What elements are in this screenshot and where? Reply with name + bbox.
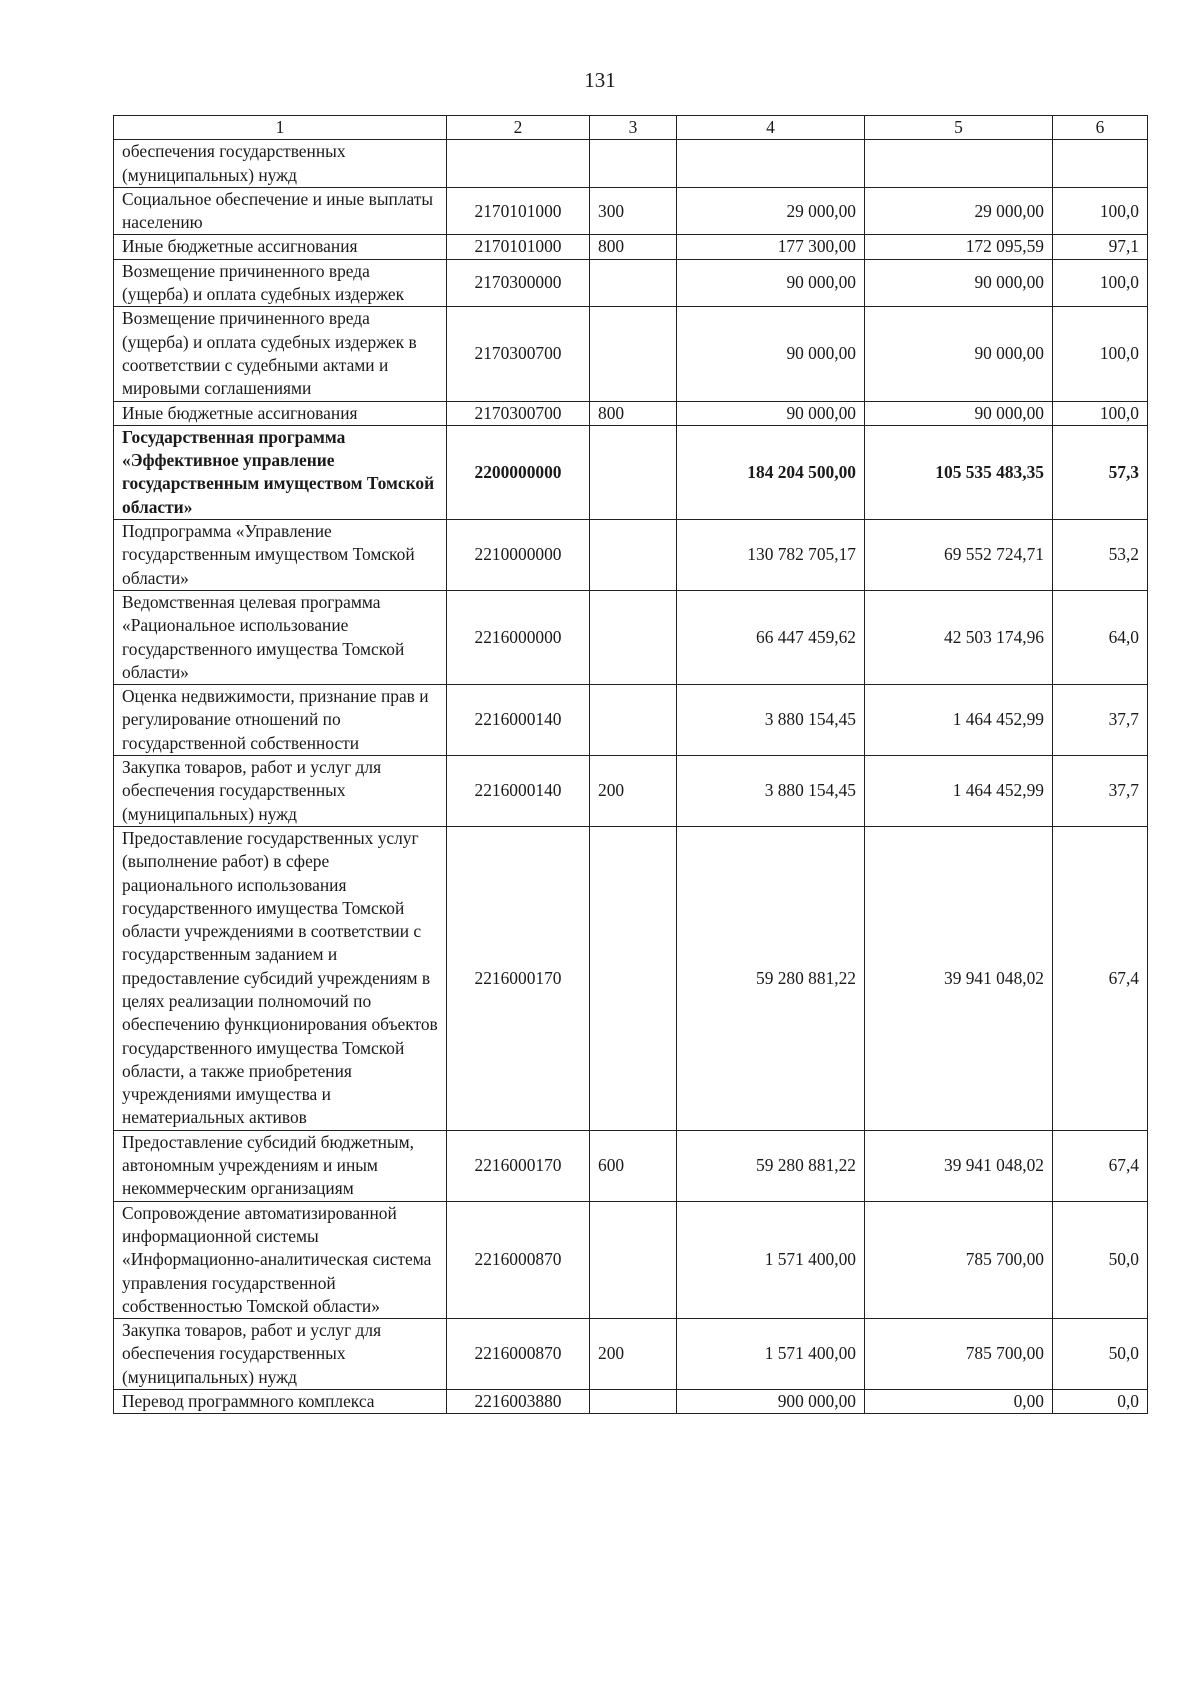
row-code: 2216000170 bbox=[447, 826, 590, 1130]
row-name: Закупка товаров, работ и услуг для обеспечения государственных (муниципальных) нужд bbox=[114, 1319, 447, 1390]
row-plan: 177 300,00 bbox=[677, 235, 865, 259]
table-row bbox=[114, 187, 1148, 235]
row-expense-type: 200 bbox=[590, 1319, 677, 1390]
row-fact: 0,00 bbox=[865, 1390, 1053, 1414]
row-plan: 90 000,00 bbox=[677, 401, 865, 425]
row-fact: 105 535 483,35 bbox=[865, 425, 1053, 519]
table-row bbox=[114, 685, 1148, 756]
row-plan: 900 000,00 bbox=[677, 1390, 865, 1414]
row-expense-type: 300 bbox=[590, 187, 677, 235]
row-plan: 1 571 400,00 bbox=[677, 1319, 865, 1390]
row-expense-type bbox=[590, 520, 677, 591]
table-row bbox=[114, 1130, 1148, 1201]
row-percent: 37,7 bbox=[1053, 756, 1148, 827]
table-row bbox=[114, 826, 1148, 1130]
row-name: Закупка товаров, работ и услуг для обеспечения государственных (муниципальных) нужд bbox=[114, 756, 447, 827]
row-fact: 39 941 048,02 bbox=[865, 1130, 1053, 1201]
row-code: 2216000170 bbox=[447, 1130, 590, 1201]
header-row bbox=[114, 116, 1148, 140]
row-name: Сопровождение автоматизированной информационной системы «Информационно-аналитическая система управления государственной собственностью Томской области» bbox=[114, 1201, 447, 1318]
row-code: 2170300700 bbox=[447, 401, 590, 425]
row-fact: 1 464 452,99 bbox=[865, 685, 1053, 756]
row-plan: 130 782 705,17 bbox=[677, 520, 865, 591]
table-row bbox=[114, 590, 1148, 684]
row-plan: 3 880 154,45 bbox=[677, 685, 865, 756]
row-percent: 97,1 bbox=[1053, 235, 1148, 259]
row-name: Ведомственная целевая программа «Рациональное использование государственного имущества Томской области» bbox=[114, 590, 447, 684]
row-code: 2170101000 bbox=[447, 235, 590, 259]
row-fact: 42 503 174,96 bbox=[865, 590, 1053, 684]
row-name: Перевод программного комплекса bbox=[114, 1390, 447, 1414]
row-plan: 59 280 881,22 bbox=[677, 826, 865, 1130]
table-row bbox=[114, 1201, 1148, 1318]
row-fact: 90 000,00 bbox=[865, 259, 1053, 307]
row-fact: 90 000,00 bbox=[865, 401, 1053, 425]
row-plan: 90 000,00 bbox=[677, 259, 865, 307]
row-fact: 172 095,59 bbox=[865, 235, 1053, 259]
row-expense-type: 600 bbox=[590, 1130, 677, 1201]
row-percent: 53,2 bbox=[1053, 520, 1148, 591]
row-name: Предоставление субсидий бюджетным, автономным учреждениям и иным некоммерческим организациям bbox=[114, 1130, 447, 1201]
row-percent: 64,0 bbox=[1053, 590, 1148, 684]
row-name: Государственная программа «Эффективное управление государственным имуществом Томской области» bbox=[114, 425, 447, 519]
row-fact: 1 464 452,99 bbox=[865, 756, 1053, 827]
row-percent: 67,4 bbox=[1053, 826, 1148, 1130]
row-plan: 3 880 154,45 bbox=[677, 756, 865, 827]
row-plan: 90 000,00 bbox=[677, 307, 865, 401]
row-code: 2216000000 bbox=[447, 590, 590, 684]
row-percent: 50,0 bbox=[1053, 1319, 1148, 1390]
row-expense-type bbox=[590, 140, 677, 188]
row-percent: 100,0 bbox=[1053, 307, 1148, 401]
row-fact: 39 941 048,02 bbox=[865, 826, 1053, 1130]
header-col-6: 6 bbox=[1053, 116, 1148, 140]
row-percent: 100,0 bbox=[1053, 187, 1148, 235]
row-name: Возмещение причиненного вреда (ущерба) и оплата судебных издержек в соответствии с судебными актами и мировыми соглашениями bbox=[114, 307, 447, 401]
row-code: 2216000870 bbox=[447, 1201, 590, 1318]
row-expense-type bbox=[590, 590, 677, 684]
row-code: 2170300700 bbox=[447, 307, 590, 401]
row-code: 2216000140 bbox=[447, 685, 590, 756]
row-name: Подпрограмма «Управление государственным имуществом Томской области» bbox=[114, 520, 447, 591]
table-row bbox=[114, 520, 1148, 591]
page-number: 131 bbox=[584, 68, 616, 92]
row-percent: 0,0 bbox=[1053, 1390, 1148, 1414]
row-fact: 29 000,00 bbox=[865, 187, 1053, 235]
row-plan: 66 447 459,62 bbox=[677, 590, 865, 684]
row-name: обеспечения государственных (муниципальных) нужд bbox=[114, 140, 447, 188]
row-percent: 50,0 bbox=[1053, 1201, 1148, 1318]
row-plan bbox=[677, 140, 865, 188]
row-fact: 69 552 724,71 bbox=[865, 520, 1053, 591]
row-plan: 184 204 500,00 bbox=[677, 425, 865, 519]
header-col-1: 1 bbox=[114, 116, 447, 140]
row-name: Иные бюджетные ассигнования bbox=[114, 401, 447, 425]
row-percent: 57,3 bbox=[1053, 425, 1148, 519]
row-fact: 785 700,00 bbox=[865, 1319, 1053, 1390]
row-code: 2216000870 bbox=[447, 1319, 590, 1390]
row-fact: 785 700,00 bbox=[865, 1201, 1053, 1318]
row-name: Иные бюджетные ассигнования bbox=[114, 235, 447, 259]
row-plan: 1 571 400,00 bbox=[677, 1201, 865, 1318]
row-expense-type: 200 bbox=[590, 756, 677, 827]
row-name: Социальное обеспечение и иные выплаты населению bbox=[114, 187, 447, 235]
row-expense-type: 800 bbox=[590, 401, 677, 425]
row-code: 2216003880 bbox=[447, 1390, 590, 1414]
row-expense-type bbox=[590, 307, 677, 401]
row-percent: 37,7 bbox=[1053, 685, 1148, 756]
row-code: 2170300000 bbox=[447, 259, 590, 307]
row-plan: 59 280 881,22 bbox=[677, 1130, 865, 1201]
row-expense-type: 800 bbox=[590, 235, 677, 259]
table-row bbox=[114, 756, 1148, 827]
table-row bbox=[114, 259, 1148, 307]
row-code: 2210000000 bbox=[447, 520, 590, 591]
row-code bbox=[447, 140, 590, 188]
header-col-2: 2 bbox=[447, 116, 590, 140]
row-code: 2216000140 bbox=[447, 756, 590, 827]
table-row bbox=[114, 307, 1148, 401]
row-percent: 100,0 bbox=[1053, 259, 1148, 307]
row-name: Оценка недвижимости, признание прав и регулирование отношений по государственной собственности bbox=[114, 685, 447, 756]
table-row bbox=[114, 1390, 1148, 1414]
row-fact: 90 000,00 bbox=[865, 307, 1053, 401]
header-col-3: 3 bbox=[590, 116, 677, 140]
row-name: Предоставление государственных услуг (выполнение работ) в сфере рационального использования государственного имущества Томской области учреждениями в соответствии с государственным заданием и предоставление субсидий учреждениям в целях реализации полномочий по обеспечению функционирования объектов государственного имущества Томской области, а также приобретения учреждениями имущества и нематериальных активов bbox=[114, 826, 447, 1130]
row-expense-type bbox=[590, 826, 677, 1130]
header-col-5: 5 bbox=[865, 116, 1053, 140]
row-plan: 29 000,00 bbox=[677, 187, 865, 235]
row-expense-type bbox=[590, 1390, 677, 1414]
table-row bbox=[114, 235, 1148, 259]
row-expense-type bbox=[590, 685, 677, 756]
row-name: Возмещение причиненного вреда (ущерба) и оплата судебных издержек bbox=[114, 259, 447, 307]
row-percent: 67,4 bbox=[1053, 1130, 1148, 1201]
table-row bbox=[114, 1319, 1148, 1390]
row-percent bbox=[1053, 140, 1148, 188]
table-row-program bbox=[114, 425, 1148, 519]
row-expense-type bbox=[590, 1201, 677, 1318]
row-code: 2170101000 bbox=[447, 187, 590, 235]
row-code: 2200000000 bbox=[447, 425, 590, 519]
row-percent: 100,0 bbox=[1053, 401, 1148, 425]
row-fact bbox=[865, 140, 1053, 188]
header-col-4: 4 bbox=[677, 116, 865, 140]
row-expense-type bbox=[590, 425, 677, 519]
row-expense-type bbox=[590, 259, 677, 307]
table-row bbox=[114, 140, 1148, 188]
table-row bbox=[114, 401, 1148, 425]
budget-table bbox=[113, 115, 1148, 1414]
